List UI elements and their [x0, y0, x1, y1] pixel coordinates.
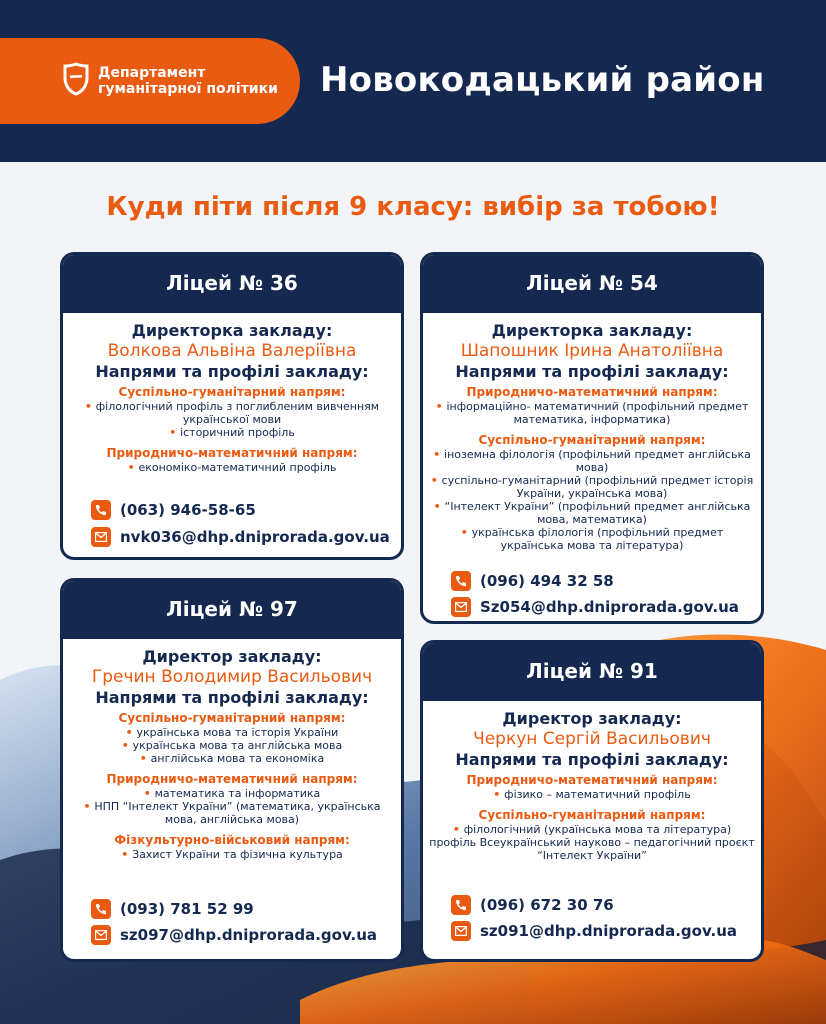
- email-contact[interactable]: [451, 597, 739, 617]
- email-contact[interactable]: [91, 925, 377, 945]
- profile-item: • філологічний (українська мова та література) профіль Всеукраїнський науково – педагогічний проєкт “Інтелект України”: [429, 823, 755, 862]
- director-name: Черкун Сергій Васильович: [473, 729, 711, 749]
- directions-label: Напрями та профілі закладу:: [95, 688, 369, 707]
- profile-item: • НПП “Інтелект України” (математика, українська мова, англійська мова): [83, 800, 381, 826]
- card-title: Ліцей № 54: [423, 255, 761, 313]
- email-address: nvk036@dhp.dniprorada.gov.ua: [120, 528, 390, 546]
- phone-icon: [451, 571, 471, 591]
- phone-number: (093) 781 52 99: [120, 900, 254, 918]
- area-title: Природничо-математичний напрям:: [466, 385, 718, 399]
- logo-badge: [0, 38, 300, 124]
- card-body: [63, 313, 401, 474]
- area-title: Суспільно-гуманітарний напрям:: [478, 808, 706, 822]
- region-title: Новокодацький район: [320, 60, 765, 100]
- phone-number: (063) 946-58-65: [120, 501, 256, 519]
- director-name: Волкова Альвіна Валеріївна: [107, 341, 357, 361]
- profile-item: • Захист України та фізична культура: [121, 848, 343, 861]
- card-title: Ліцей № 36: [63, 255, 401, 313]
- logo-text: [98, 65, 278, 97]
- profile-item: • філологічний профіль з поглибленим вивченням української мови: [84, 400, 380, 426]
- top-strip: [0, 0, 826, 38]
- mail-icon: [451, 597, 471, 617]
- director-name: Шапошник Ірина Анатоліївна: [460, 341, 724, 361]
- card-lyceum-36: [60, 252, 404, 560]
- card-lyceum-97: [60, 578, 404, 962]
- director-label: Директорка закладу:: [131, 321, 333, 340]
- card-body: [423, 701, 761, 862]
- profile-item: • англійська мова та економіка: [139, 752, 325, 765]
- area-title: Суспільно-гуманітарний напрям:: [478, 433, 706, 447]
- area-title: Природничо-математичний напрям:: [106, 446, 358, 460]
- profile-item: • суспільно-гуманітарний (профільний предмет історія України, українська мова): [430, 474, 754, 500]
- director-label: Директор закладу:: [502, 709, 682, 728]
- profile-item: • українська філологія (профільний предмет українська мова та література): [460, 526, 724, 552]
- shield-icon: [62, 62, 90, 96]
- card-title: Ліцей № 91: [423, 643, 761, 701]
- mail-icon: [451, 921, 471, 941]
- director-name: Гречин Володимир Васильович: [91, 667, 373, 687]
- directions-label: Напрями та профілі закладу:: [95, 362, 369, 381]
- main-heading: Куди піти після 9 класу: вибір за тобою!: [106, 192, 720, 222]
- profile-item: • українська мова та англійська мова: [121, 739, 343, 752]
- phone-number: (096) 494 32 58: [480, 572, 614, 590]
- director-label: Директор закладу:: [142, 647, 322, 666]
- director-label: Директорка закладу:: [491, 321, 693, 340]
- card-body: [423, 313, 761, 552]
- profile-item: • українська мова та історія України: [125, 726, 339, 739]
- profile-item: • “Інтелект України” (профільний предмет англійська мова, математика): [433, 500, 751, 526]
- profile-item: • іноземна філологія (профільний предмет англійська мова): [433, 448, 751, 474]
- phone-contact[interactable]: [451, 895, 614, 915]
- email-contact[interactable]: [91, 527, 390, 547]
- area-title: Природничо-математичний напрям:: [106, 772, 358, 786]
- email-address: sz097@dhp.dniprorada.gov.ua: [120, 926, 377, 944]
- phone-icon: [91, 500, 111, 520]
- directions-label: Напрями та профілі закладу:: [455, 362, 729, 381]
- profile-item: • фізико – математичний профіль: [493, 788, 691, 801]
- phone-icon: [451, 895, 471, 915]
- phone-number: (096) 672 30 76: [480, 896, 614, 914]
- header-banner: [0, 38, 826, 162]
- email-contact[interactable]: [451, 921, 737, 941]
- card-lyceum-91: [420, 640, 764, 962]
- card-lyceum-54: [420, 252, 764, 624]
- card-title: Ліцей № 97: [63, 581, 401, 639]
- area-title: Природничо-математичний напрям:: [466, 773, 718, 787]
- mail-icon: [91, 527, 111, 547]
- area-title: Фізкультурно-військовий напрям:: [114, 833, 350, 847]
- phone-contact[interactable]: [91, 500, 256, 520]
- logo-line-2: гуманітарної політики: [98, 81, 278, 97]
- area-title: Суспільно-гуманітарний напрям:: [118, 385, 346, 399]
- profile-item: • математика та інформатика: [143, 787, 321, 800]
- mail-icon: [91, 925, 111, 945]
- email-address: Sz054@dhp.dniprorada.gov.ua: [480, 598, 739, 616]
- phone-icon: [91, 899, 111, 919]
- card-body: [63, 639, 401, 861]
- logo-line-1: Департамент: [98, 65, 206, 81]
- directions-label: Напрями та профілі закладу:: [455, 750, 729, 769]
- phone-contact[interactable]: [451, 571, 614, 591]
- email-address: sz091@dhp.dniprorada.gov.ua: [480, 922, 737, 940]
- profile-item: • історичний профіль: [169, 426, 295, 439]
- profile-item: • економіко-математичний профіль: [127, 461, 337, 474]
- phone-contact[interactable]: [91, 899, 254, 919]
- profile-item: • інформаційно- математичний (профільний предмет математика, інформатика): [435, 400, 749, 426]
- area-title: Суспільно-гуманітарний напрям:: [118, 711, 346, 725]
